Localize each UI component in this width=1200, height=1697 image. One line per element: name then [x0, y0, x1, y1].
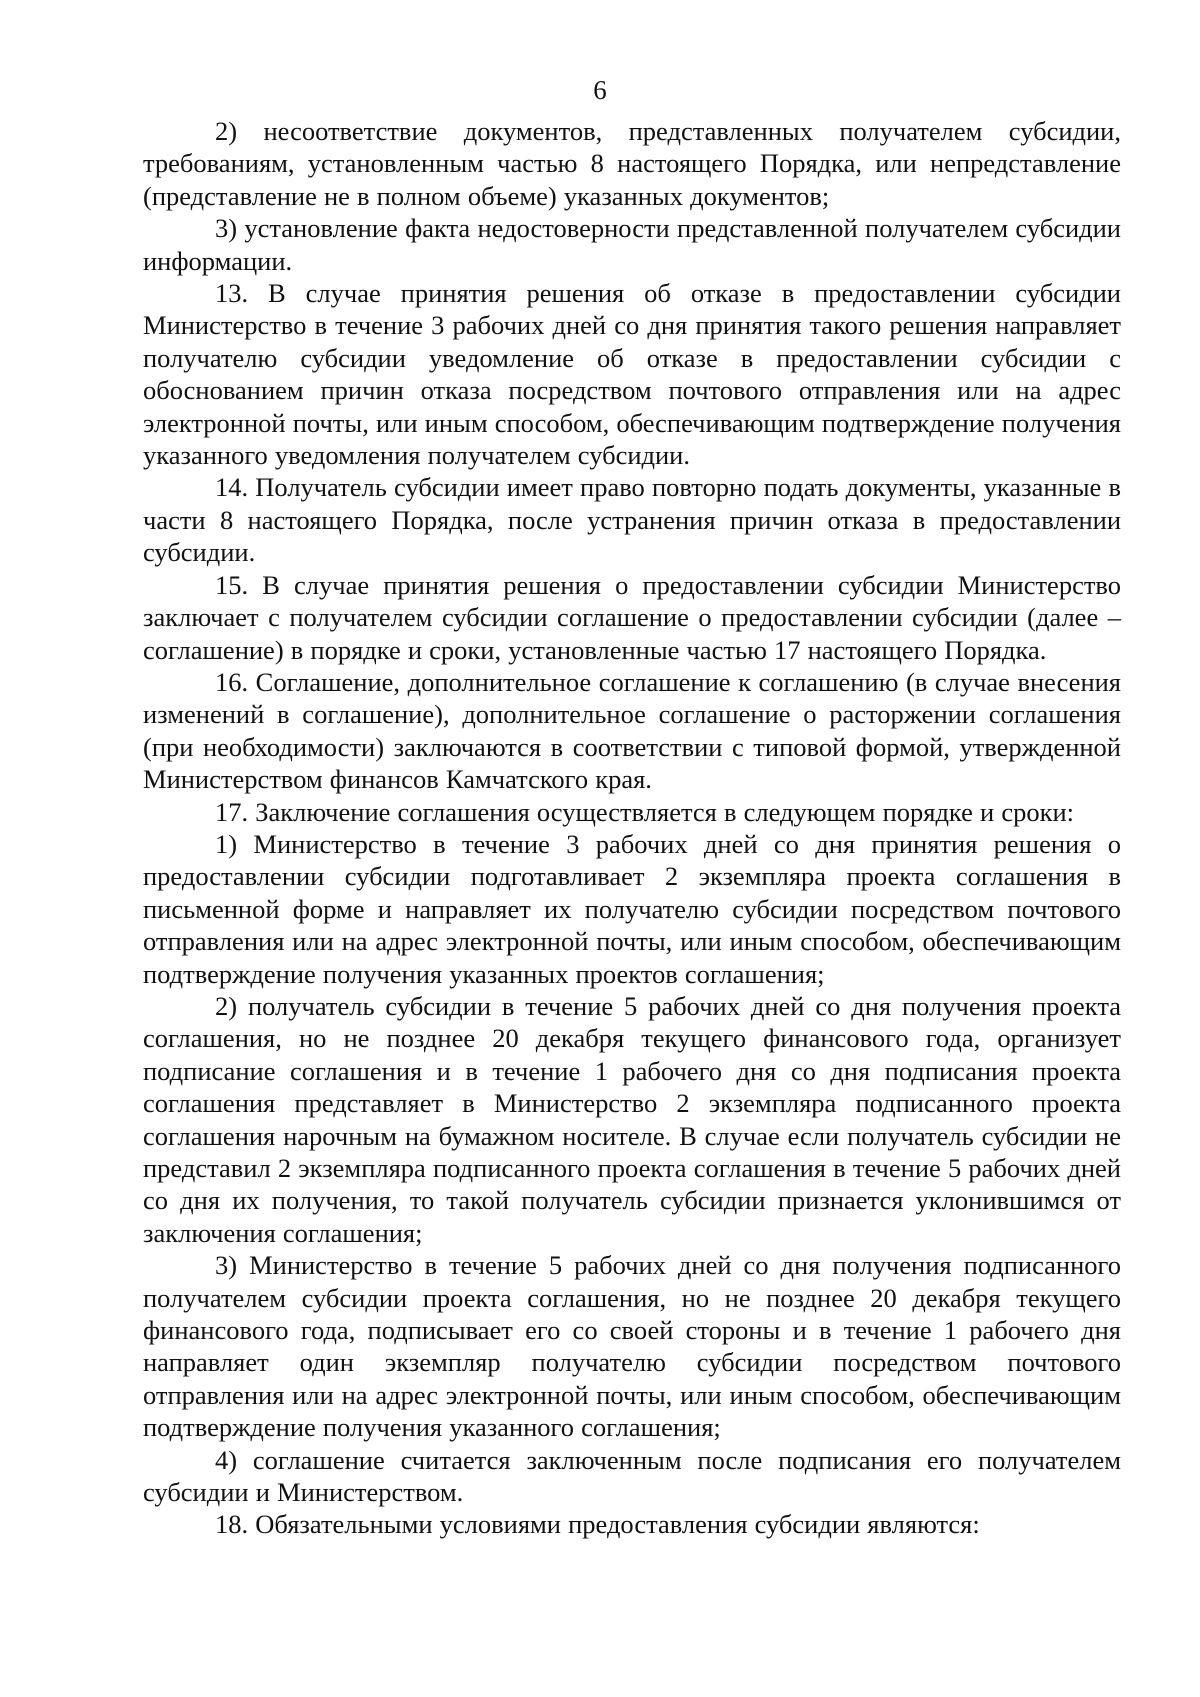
paragraph-section-15: 15. В случае принятия решения о предоставлении субсидии Министерство заключает с получателем субсидии соглашение о предоставлении субсидии (далее – соглашение) в порядке и сроки, установленные частью 17 настоящего Порядка.	[143, 569, 1121, 665]
paragraph-section-17-item-4: 4) соглашение считается заключенным после подписания его получателем субсидии и Министерством.	[143, 1444, 1121, 1508]
paragraph-section-17-item-2: 2) получатель субсидии в течение 5 рабочих дней со дня получения проекта соглашения, но не позднее 20 декабря текущего финансового года, организует подписание соглашения и в течение 1 рабочего дня со дня подписания проекта соглашения представляет в Министерство 2 экземпляра подписанного проекта соглашения нарочным на бумажном носителе. В случае если получатель субсидии не представил 2 экземпляра подписанного проекта соглашения в течение 5 рабочих дней со дня их получения, то такой получатель субсидии признается уклонившимся от заключения соглашения;	[143, 990, 1121, 1248]
paragraph-section-13: 13. В случае принятия решения об отказе в предоставлении субсидии Министерство в течение 3 рабочих дней со дня принятия такого решения направляет получателю субсидии уведомление об отказе в предоставлении субсидии с обоснованием причин отказа посредством почтового отправления или на адрес электронной почты, или иным способом, обеспечивающим подтверждение получения указанного уведомления получателем субсидии.	[143, 278, 1121, 471]
document-body	[143, 115, 1121, 1541]
paragraph-item-3-false-info: 3) установление факта недостоверности представленной получателем субсидии информации.	[143, 213, 1121, 276]
page-number: 6	[593, 75, 607, 105]
paragraph-section-17-item-3: 3) Министерство в течение 5 рабочих дней со дня получения подписанного получателем субсидии проекта соглашения, но не позднее 20 декабря текущего финансового года, подписывает его со своей стороны и в течение 1 рабочего дня направляет один экземпляр получателю субсидии посредством почтового отправления или на адрес электронной почты, или иным способом, обеспечивающим подтверждение получения указанного соглашения;	[143, 1250, 1121, 1443]
paragraph-section-17-item-1: 1) Министерство в течение 3 рабочих дней со дня принятия решения о предоставлении субсидии подготавливает 2 экземпляра проекта соглашения в письменной форме и направляет их получателю субсидии посредством почтового отправления или на адрес электронной почты, или иным способом, обеспечивающим подтверждение получения указанных проектов соглашения;	[143, 828, 1121, 989]
paragraph-section-16: 16. Соглашение, дополнительное соглашение к соглашению (в случае внесения изменений в соглашение), дополнительное соглашение о расторжении соглашения (при необходимости) заключаются в соответствии с типовой формой, утвержденной Министерством финансов Камчатского края.	[143, 666, 1121, 795]
paragraph-item-2-nonconformity: 2) несоответствие документов, представленных получателем субсидии, требованиям, установленным частью 8 настоящего Порядка, или непредставление (представление не в полном объеме) указанных документов;	[143, 116, 1121, 211]
paragraph-section-18: 18. Обязательными условиями предоставления субсидии являются:	[215, 1509, 980, 1540]
paragraph-section-14: 14. Получатель субсидии имеет право повторно подать документы, указанные в части 8 настоящего Порядка, после устранения причин отказа в предоставлении субсидии.	[143, 472, 1121, 568]
paragraph-section-17: 17. Заключение соглашения осуществляется в следующем порядке и сроки:	[215, 796, 1075, 827]
